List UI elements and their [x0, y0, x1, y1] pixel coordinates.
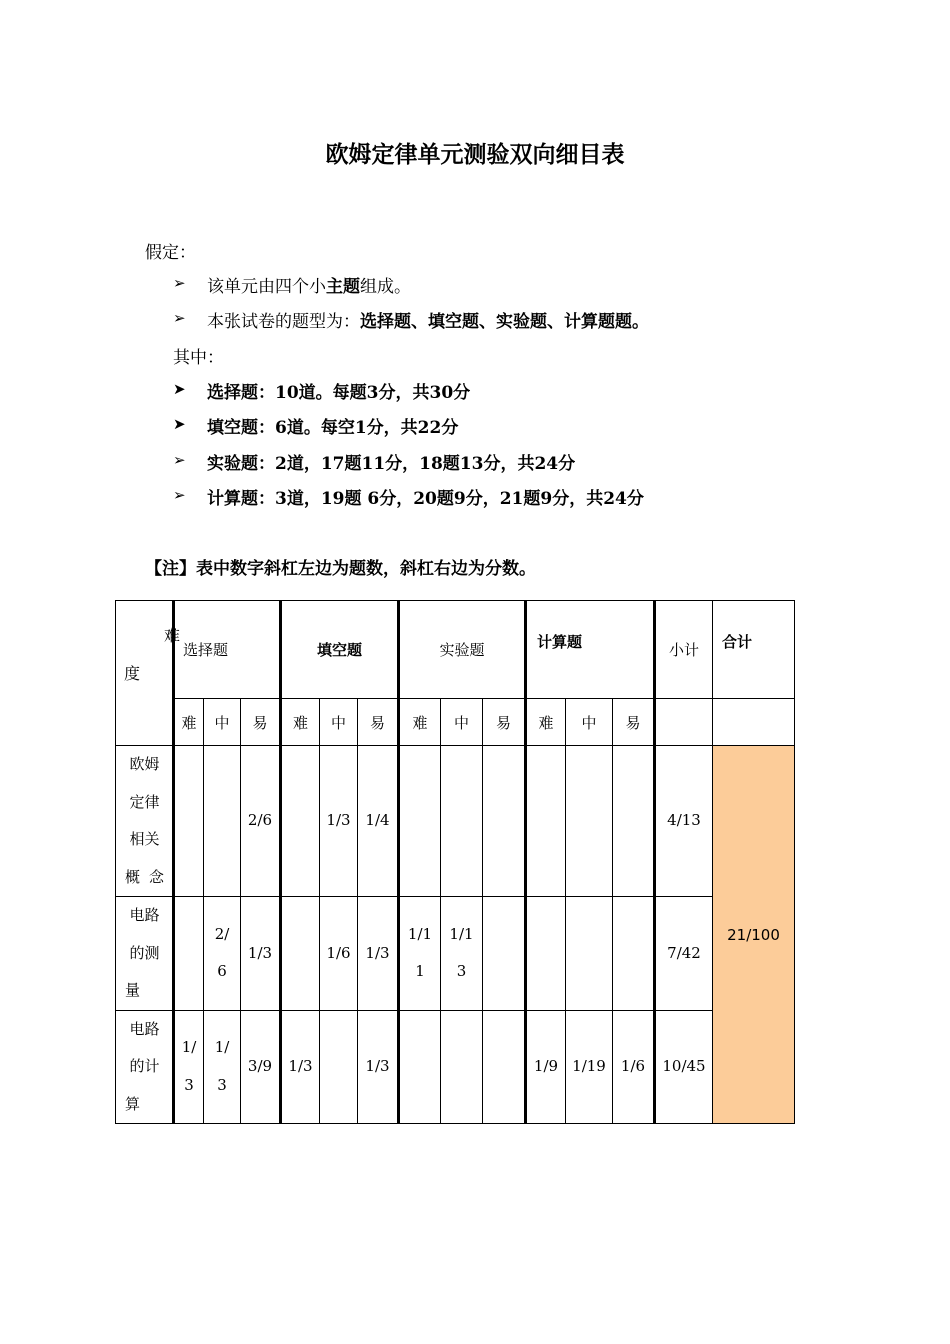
arrow-bullet-icon: ➢ — [173, 486, 186, 504]
page-title: 欧姆定律单元测验双向细目表 — [325, 142, 625, 168]
bullet-topic-count: 该单元由四个小主题组成。 — [207, 277, 411, 297]
score-cell — [441, 746, 483, 897]
arrow-bullet-icon: ➢ — [173, 451, 186, 469]
score-cell — [613, 746, 655, 897]
score-cell: 1/6 — [613, 1010, 655, 1124]
corner-bottom-label: 度 — [124, 664, 141, 683]
score-cell — [204, 746, 241, 897]
score-cell — [174, 897, 204, 1011]
arrow-bullet-icon: ➢ — [173, 274, 186, 292]
score-cell: 1/3 — [204, 1010, 241, 1124]
group-fill-header: 填空题 — [281, 601, 399, 699]
score-cell — [566, 746, 613, 897]
difficulty-corner-cell — [116, 601, 180, 746]
score-cell: 1/3 — [281, 1010, 320, 1124]
row-topic-label: 电路的计算 — [116, 1010, 174, 1124]
spec-table — [115, 600, 795, 1124]
score-cell — [483, 897, 526, 1011]
level-mid: 中 — [204, 699, 241, 746]
score-cell: 1/11 — [399, 897, 441, 1011]
score-cell — [281, 746, 320, 897]
score-cell: 2/6 — [241, 746, 281, 897]
score-cell — [399, 1010, 441, 1124]
row-topic-label: 欧姆定律相关概念 — [116, 746, 174, 897]
score-cell — [483, 1010, 526, 1124]
score-cell — [399, 746, 441, 897]
score-cell — [483, 746, 526, 897]
note: 【注】表中数字斜杠左边为题数，斜杠右边为分数。 — [145, 559, 536, 579]
assume-label: 假定： — [145, 243, 196, 263]
level-easy: 易 — [613, 699, 655, 746]
score-cell — [174, 746, 204, 897]
bullet-experiment: 实验题：2道，17题11分，18题13分，共24分 — [207, 454, 576, 474]
row-subtotal: 4/13 — [655, 746, 713, 897]
arrow-bullet-icon: ➤ — [173, 380, 186, 398]
table-row — [116, 746, 795, 897]
bullet-fill: 填空题：6道。每空1分，共22分 — [207, 418, 459, 438]
level-mid: 中 — [441, 699, 483, 746]
bullet-calc: 计算题：3道，19题 6分，20题9分，21题9分，共24分 — [207, 489, 644, 509]
level-easy: 易 — [358, 699, 399, 746]
score-cell — [441, 1010, 483, 1124]
level-mid: 中 — [566, 699, 613, 746]
score-cell: 1/9 — [526, 1010, 566, 1124]
score-cell — [526, 897, 566, 1011]
group-choice-header: 选择题 — [174, 601, 281, 699]
score-cell: 3/9 — [241, 1010, 281, 1124]
row-subtotal: 10/45 — [655, 1010, 713, 1124]
score-cell: 1/3 — [241, 897, 281, 1011]
subtotal-level-blank — [655, 699, 713, 746]
score-cell — [613, 897, 655, 1011]
bullet-question-types: 本张试卷的题型为：选择题、填空题、实验题、计算题题。 — [207, 312, 649, 332]
grand-total-cell: 21/100 — [713, 746, 795, 1124]
score-cell — [526, 746, 566, 897]
score-cell: 1/13 — [441, 897, 483, 1011]
score-cell — [566, 897, 613, 1011]
score-cell: 1/4 — [358, 746, 399, 897]
score-cell: 1/6 — [320, 897, 358, 1011]
total-header: 合计 — [713, 601, 795, 699]
level-mid: 中 — [320, 699, 358, 746]
among-label: 其中： — [173, 348, 224, 368]
level-easy: 易 — [483, 699, 526, 746]
level-hard: 难 — [174, 699, 204, 746]
level-hard: 难 — [281, 699, 320, 746]
row-topic-label: 电路的测量 — [116, 897, 174, 1011]
bullet-choice: 选择题：10道。每题3分，共30分 — [207, 383, 471, 403]
score-cell: 1/19 — [566, 1010, 613, 1124]
score-cell: 1/3 — [358, 897, 399, 1011]
table-row — [116, 897, 795, 1011]
table-row — [116, 1010, 795, 1124]
score-cell: 1/3 — [320, 746, 358, 897]
arrow-bullet-icon: ➤ — [173, 415, 186, 433]
score-cell: 1/3 — [358, 1010, 399, 1124]
subtotal-header: 小计 — [655, 601, 713, 699]
score-cell: 2/6 — [204, 897, 241, 1011]
group-experiment-header: 实验题 — [399, 601, 526, 699]
score-cell: 1/3 — [174, 1010, 204, 1124]
score-cell — [320, 1010, 358, 1124]
arrow-bullet-icon: ➢ — [173, 309, 186, 327]
row-subtotal: 7/42 — [655, 897, 713, 1011]
total-level-blank — [713, 699, 795, 746]
level-hard: 难 — [526, 699, 566, 746]
level-easy: 易 — [241, 699, 281, 746]
corner-top-label: 难 — [163, 626, 180, 645]
level-hard: 难 — [399, 699, 441, 746]
score-cell — [281, 897, 320, 1011]
group-calc-header: 计算题 — [526, 601, 655, 699]
